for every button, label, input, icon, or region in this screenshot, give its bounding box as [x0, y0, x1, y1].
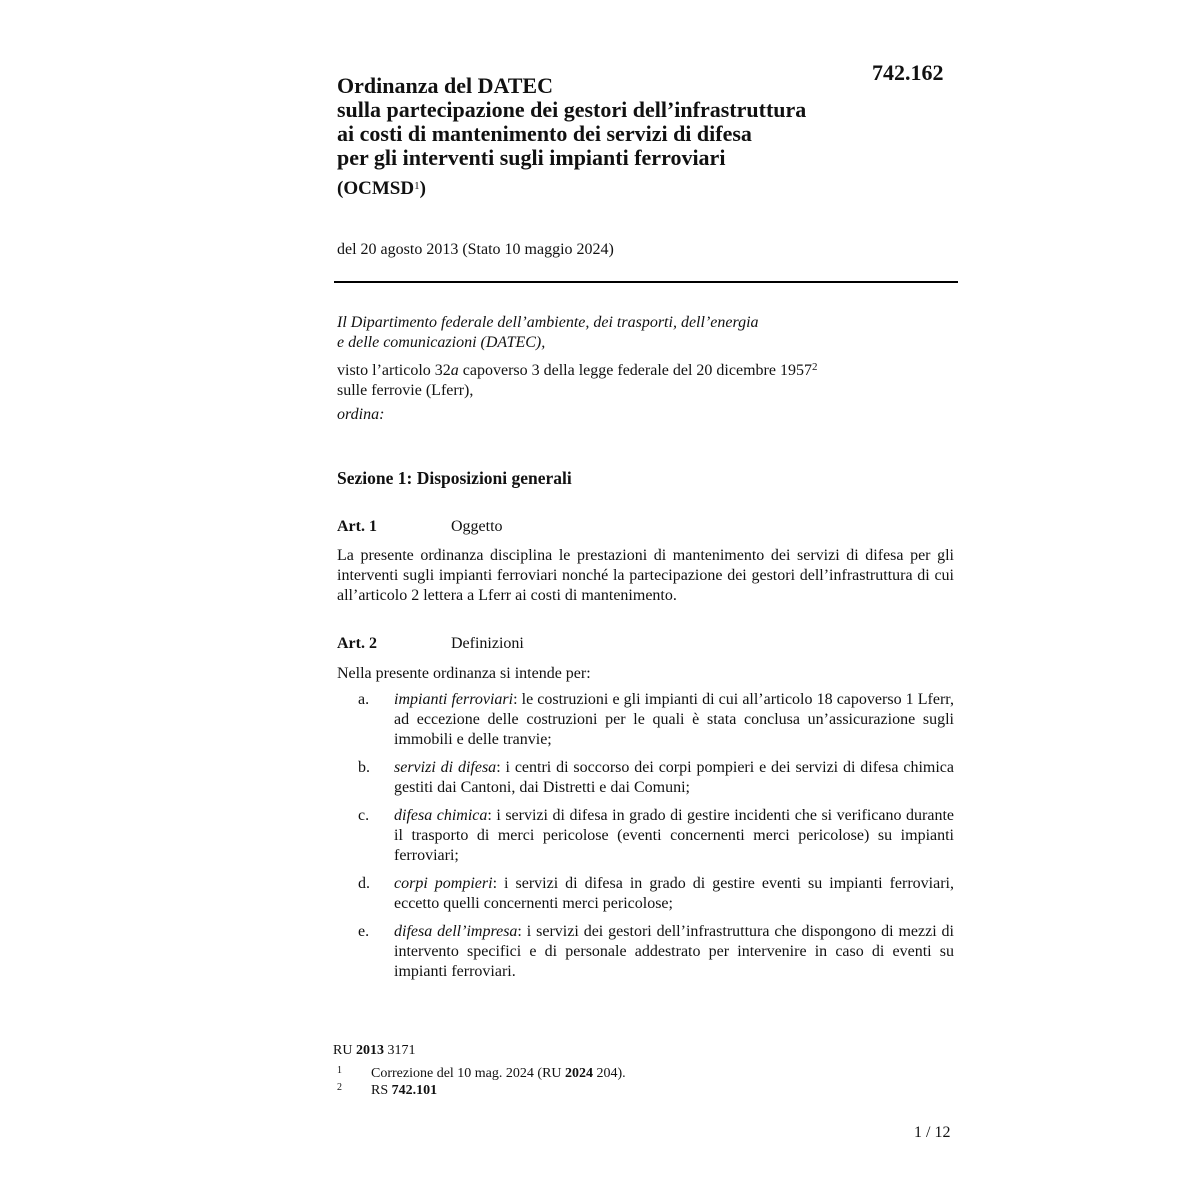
preamble: [337, 313, 957, 425]
item-term: corpi pompieri: [394, 875, 493, 892]
date-line: del 20 agosto 2013 (Stato 10 maggio 2024): [337, 241, 614, 258]
page-number: 1 / 12: [914, 1124, 951, 1141]
section-title: Sezione 1: Disposizioni generali: [337, 468, 572, 488]
article-title: Oggetto: [451, 518, 503, 535]
list-item: [337, 758, 954, 798]
visto-text: visto l’articolo 32: [337, 362, 451, 379]
article-heading: [337, 635, 524, 653]
visto-line-2: sulle ferrovie (Lferr),: [337, 382, 474, 399]
item-term: difesa dell’impresa: [394, 923, 518, 940]
footnote-ref-2[interactable]: 2: [811, 361, 818, 373]
item-text: : i servizi di difesa in grado di gestire incidenti che si verificano durante il trasporto di merci pericolose (eventi concernenti merci pericolose) su impianti ferroviari;: [394, 807, 954, 864]
horizontal-rule: [334, 281, 958, 283]
definitions-list: [337, 690, 954, 990]
item-term: impianti ferroviari: [394, 691, 514, 708]
list-item: [337, 806, 954, 866]
item-letter: c.: [358, 807, 370, 824]
item-text: : i centri di soccorso dei corpi pompieri e dei servizi di difesa chimica gestiti dai Cantoni, dai Distretti e dai Comuni;: [394, 759, 955, 796]
footnote-number: 1: [337, 1065, 342, 1076]
item-text: : le costruzioni e gli impianti di cui all’articolo 18 capoverso 1 Lferr, ad eccezione delle costruzioni per le quali è stata conclusa un’assicurazione sugli immobili e delle tranvie;: [394, 691, 954, 748]
visto-letter: a: [450, 362, 459, 379]
document-title: [337, 74, 897, 170]
list-item: [337, 690, 954, 750]
footnote-text-rest: 204).: [593, 1066, 626, 1081]
item-term: difesa chimica: [394, 807, 488, 824]
list-item: [337, 874, 954, 914]
ru-page: 3171: [387, 1043, 416, 1058]
item-text: : i servizi dei gestori dell’infrastruttura che dispongono di mezzi di intervento specifici e di personale addestrato per intervenire in caso di eventi su impianti ferroviari.: [394, 923, 955, 980]
authority-line: e delle comunicazioni (DATEC),: [337, 334, 546, 351]
article-number: Art. 1: [337, 518, 377, 535]
ru-reference: [333, 1043, 415, 1059]
footnote: [337, 1080, 437, 1099]
title-line: per gli interventi sugli impianti ferroviari: [337, 145, 726, 170]
ru-year: 2013: [355, 1043, 384, 1058]
visto-text-rest: capoverso 3 della legge federale del 20 dicembre 1957: [458, 362, 812, 379]
footnote-ref-1[interactable]: 1: [414, 180, 420, 192]
list-item: [337, 922, 954, 982]
authority-line: Il Dipartimento federale dell’ambiente, dei trasporti, dell’energia: [337, 314, 759, 331]
article-title: Definizioni: [451, 635, 524, 652]
item-text: : i servizi di difesa in grado di gestire eventi su impianti ferroviari, eccetto quelli concernenti merci pericolose;: [394, 875, 955, 912]
article-intro: Nella presente ordinanza si intende per:: [337, 665, 591, 682]
title-abbreviation: (OCMSD$^1$): [337, 178, 426, 199]
footnote-text: RS: [371, 1083, 392, 1098]
ru-prefix: RU: [333, 1043, 353, 1058]
title-line: Ordinanza del DATEC: [337, 73, 553, 98]
footnote-bold: 742.101: [391, 1083, 438, 1098]
item-letter: e.: [358, 923, 370, 940]
abbreviation-text: OCMSD: [343, 178, 415, 199]
visto-line: [337, 357, 957, 381]
item-letter: b.: [358, 759, 370, 776]
footnote-number: 2: [337, 1082, 342, 1093]
title-line: ai costi di mantenimento dei servizi di difesa: [337, 121, 752, 146]
article-text: La presente ordinanza disciplina le prestazioni di mantenimento dei servizi di difesa per gli interventi sugli impianti ferroviari nonché la partecipazione dei gestori dell’infrastruttura di cui all’articolo 2 lettera a Lferr ai costi di mantenimento.: [337, 547, 954, 604]
sr-number: 742.162: [872, 60, 944, 85]
article-number: Art. 2: [337, 635, 377, 652]
ordina-line: ordina:: [337, 406, 385, 423]
item-letter: a.: [358, 691, 370, 708]
article-heading: [337, 518, 503, 536]
title-line: sulla partecipazione dei gestori dell’infrastruttura: [337, 97, 807, 122]
footnote-bold: 2024: [565, 1066, 594, 1081]
footnote-text: Correzione del 10 mag. 2024 (RU: [371, 1066, 566, 1081]
item-letter: d.: [358, 875, 370, 892]
item-term: servizi di difesa: [394, 759, 497, 776]
